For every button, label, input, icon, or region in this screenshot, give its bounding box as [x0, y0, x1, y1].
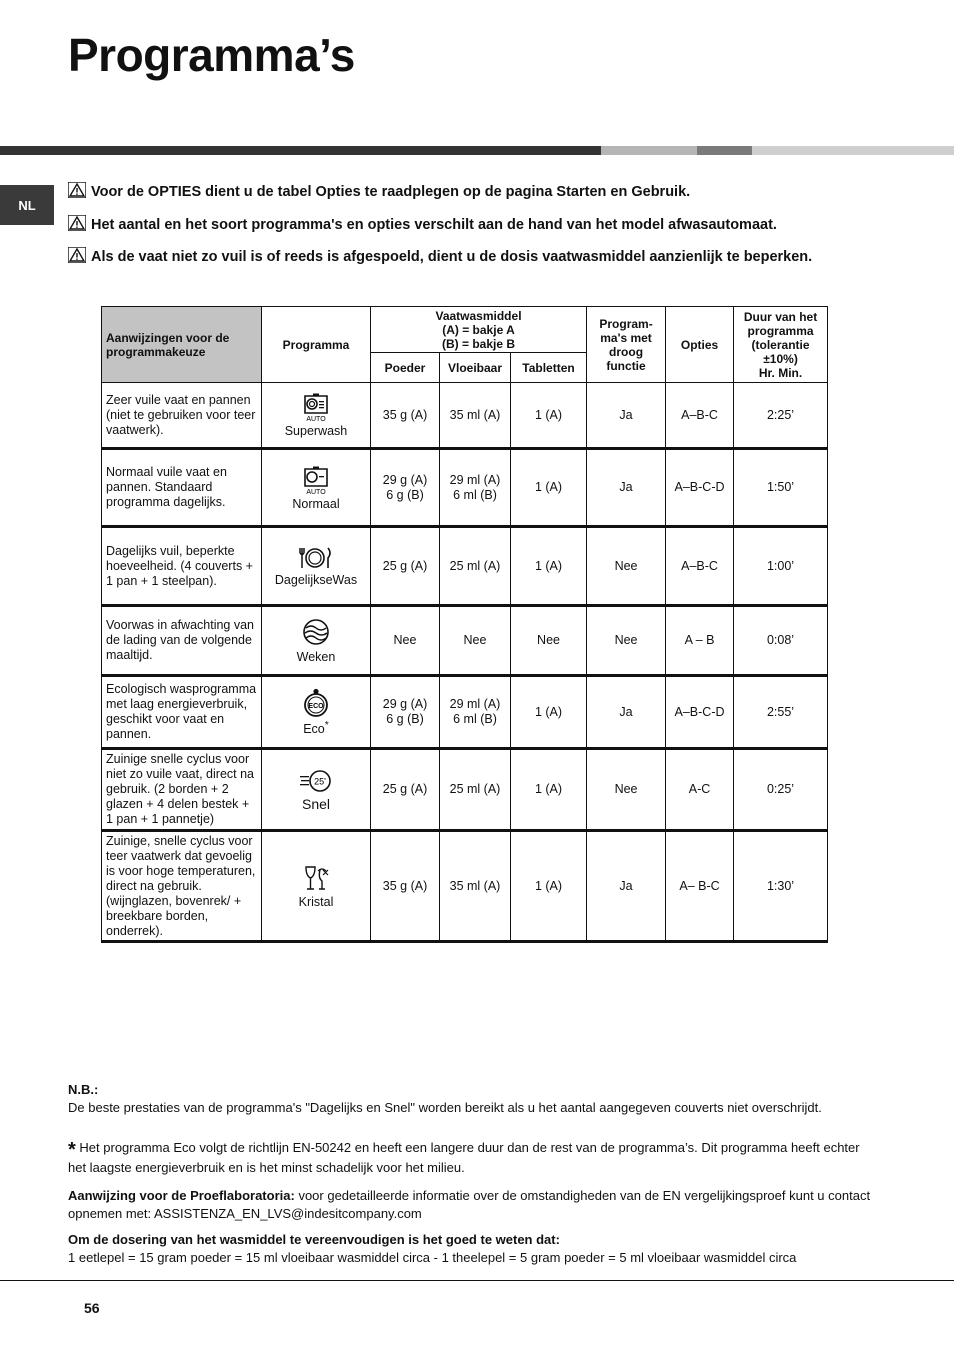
header-program: Programma	[262, 307, 371, 383]
crystal-icon	[301, 863, 331, 893]
header-duration-line: ±10%)	[763, 351, 798, 366]
warning-triangle-icon	[68, 182, 86, 198]
daily-wash-icon	[296, 545, 336, 571]
powder-value: 29 g (A)	[382, 697, 428, 711]
program-name: Weken	[296, 649, 336, 664]
row-description: Zuinige snelle cyclus voor niet zo vuile vaat, direct na gebruik. (2 borden + 2 glazen + 4 delen bestek + 1 pan + 1 pannetje)	[102, 749, 262, 831]
liquid-value: 29 ml (A)	[449, 472, 501, 487]
tablets-cell: 1 (A)	[511, 676, 587, 749]
header-dry-line: Program-	[599, 316, 653, 331]
normaal-icon	[299, 465, 333, 495]
powder-cell	[371, 449, 440, 527]
program-name: Snel	[301, 795, 331, 812]
liquid-value: 6 ml (B)	[453, 487, 497, 502]
table-row	[102, 606, 828, 676]
lab-note-text: voor gedetailleerde informatie over de omstandigheden van de EN vergelijkingsproef kunt u contact opnemen met: ASSISTENZA_EN_LVS@indesitcompany.com	[68, 1188, 871, 1221]
header-dry-line: droog	[609, 344, 644, 359]
powder-value: 29 g (A)	[382, 472, 428, 487]
dry-cell: Ja	[587, 676, 666, 749]
header-detergent-title: Vaatwasmiddel	[435, 308, 522, 323]
footer-divider	[0, 1280, 954, 1281]
warning-3	[68, 247, 858, 267]
page-number: 56	[84, 1300, 100, 1316]
liquid-value: 35 ml (A)	[449, 878, 501, 893]
header-band-dark	[0, 146, 601, 155]
header-duration-line: (tolerantie	[751, 337, 810, 352]
dry-cell: Nee	[587, 527, 666, 606]
options-cell: A – B	[666, 606, 734, 676]
program-cell	[262, 606, 371, 676]
powder-value: Nee	[393, 633, 417, 647]
row-description: Zuinige, snelle cyclus voor teer vaatwerk dat gevoelig is voor hoge temperaturen, direct na gebruik. (wijnglazen, bovenrek/ + breekbare borden, onderrek).	[102, 831, 262, 942]
row-description: Zeer vuile vaat en pannen (niet te gebruiken voor teer vaatwerk).	[102, 383, 262, 449]
warning-2	[68, 215, 858, 235]
auto-label: AUTO	[306, 416, 326, 422]
lab-note	[68, 1187, 878, 1223]
liquid-value: Nee	[463, 633, 487, 647]
program-cell	[262, 676, 371, 749]
tablets-cell: 1 (A)	[511, 449, 587, 527]
options-cell: A– B-C	[666, 831, 734, 942]
header-options: Opties	[666, 307, 734, 383]
eco-note-text: Het programma Eco volgt de richtlijn EN-50242 en heeft een langere duur dan de rest van de programma’s. Dit programma heeft echter het laagste energieverbruik en is het minst schadelijk voor het milieu.	[68, 1140, 860, 1175]
table-row	[102, 449, 828, 527]
liquid-cell	[440, 449, 511, 527]
warning-triangle-icon	[68, 215, 86, 231]
program-cell	[262, 831, 371, 942]
header-powder: Poeder	[371, 353, 440, 383]
header-duration-line: programma	[747, 323, 814, 338]
program-name-text: Eco	[303, 722, 325, 737]
lab-note-label: Aanwijzing voor de Proeflaboratoria:	[68, 1188, 295, 1203]
table-row	[102, 676, 828, 749]
dry-cell: Nee	[587, 606, 666, 676]
liquid-cell	[440, 527, 511, 606]
options-cell: A–B-C-D	[666, 676, 734, 749]
duration-cell: 1:30’	[734, 831, 828, 942]
warning-triangle-icon	[68, 247, 86, 263]
superwash-icon	[299, 392, 333, 422]
liquid-cell	[440, 383, 511, 449]
row-description: Dagelijks vuil, beperkte hoeveelheid. (4 couverts + 1 pan + 1 steelpan).	[102, 527, 262, 606]
tablets-cell: 1 (A)	[511, 831, 587, 942]
eco-asterisk: *	[324, 719, 329, 731]
duration-cell: 1:50’	[734, 449, 828, 527]
liquid-value: 6 ml (B)	[453, 712, 497, 726]
powder-value: 35 g (A)	[382, 407, 428, 422]
eco-note	[68, 1139, 878, 1177]
dosage-text: 1 eetlepel = 15 gram poeder = 15 ml vloeibaar wasmiddel circa - 1 theelepel = 5 gram poeder = 5 ml vloeibaar wasmiddel circa	[68, 1250, 797, 1265]
language-tab: NL	[0, 185, 54, 225]
program-name: DagelijkseWas	[274, 573, 358, 587]
program-cell	[262, 383, 371, 449]
nb-note	[68, 1081, 878, 1117]
liquid-cell	[440, 831, 511, 942]
program-name	[266, 720, 366, 736]
powder-cell	[371, 383, 440, 449]
tablets-cell: 1 (A)	[511, 383, 587, 449]
program-name: Normaal	[292, 496, 340, 511]
header-detergent-a: (A) = bakje A	[442, 322, 515, 337]
eco-label: ECO	[308, 702, 324, 710]
dry-cell: Nee	[587, 749, 666, 831]
tablets-cell: 1 (A)	[511, 749, 587, 831]
header-duration-line: Hr. Min.	[758, 365, 803, 380]
liquid-value: 25 ml (A)	[449, 782, 501, 796]
program-name: Kristal	[298, 895, 334, 909]
powder-cell	[371, 527, 440, 606]
dosage-label: Om de dosering van het wasmiddel te vereenvoudigen is het goed te weten dat:	[68, 1232, 560, 1247]
tablets-cell: 1 (A)	[511, 527, 587, 606]
duration-cell: 2:55’	[734, 676, 828, 749]
table-row	[102, 831, 828, 942]
options-cell: A–B-C	[666, 383, 734, 449]
header-dry-line: functie	[606, 358, 646, 373]
header-dry-line: ma's met	[600, 330, 652, 345]
header-tablets: Tabletten	[511, 353, 587, 383]
duration-cell: 0:25’	[734, 749, 828, 831]
warning-1	[68, 182, 858, 202]
header-dry-function	[587, 307, 666, 383]
dry-cell: Ja	[587, 449, 666, 527]
header-duration	[734, 307, 828, 383]
header-band-mid	[697, 146, 752, 155]
header-liquid: Vloeibaar	[440, 353, 511, 383]
warning-text: Als de vaat niet zo vuil is of reeds is afgespoeld, dient u de dosis vaatwasmiddel aanzienlijk te beperken.	[91, 249, 813, 265]
quick-25-icon	[298, 768, 334, 794]
duration-cell: 1:00’	[734, 527, 828, 606]
row-description: Voorwas in afwachting van de lading van de volgende maaltijd.	[102, 606, 262, 676]
header-duration-line: Duur van het	[743, 309, 818, 324]
powder-cell	[371, 606, 440, 676]
eco-note-asterisk: *	[68, 1139, 76, 1161]
options-cell: A-C	[666, 749, 734, 831]
powder-value: 6 g (B)	[386, 712, 424, 726]
quick-icon-label: 25'	[314, 776, 326, 786]
program-cell	[262, 527, 371, 606]
program-name: Superwash	[284, 424, 348, 438]
header-detergent-b: (B) = bakje B	[442, 336, 516, 351]
header-detergent	[371, 307, 587, 353]
warning-text: Voor de OPTIES dient u de tabel Opties te raadplegen op de pagina Starten en Gebruik.	[91, 184, 691, 200]
row-description: Ecologisch wasprogramma met laag energieverbruik, geschikt voor vaat en pannen.	[102, 676, 262, 749]
header-band-light	[601, 146, 697, 155]
page-title: Programma’s	[68, 29, 355, 81]
table-row	[102, 749, 828, 831]
table-row	[102, 527, 828, 606]
header-band-pale	[752, 146, 954, 155]
liquid-cell	[440, 606, 511, 676]
row-description: Normaal vuile vaat en pannen. Standaard programma dagelijks.	[102, 449, 262, 527]
nb-label: N.B.:	[68, 1082, 99, 1097]
options-cell: A–B-C	[666, 527, 734, 606]
duration-cell: 0:08’	[734, 606, 828, 676]
table-row	[102, 383, 828, 449]
auto-label: AUTO	[306, 488, 326, 495]
powder-cell	[371, 749, 440, 831]
soak-icon	[300, 618, 332, 648]
powder-value: 6 g (B)	[386, 487, 424, 502]
nb-text: De beste prestaties van de programma's "Dagelijks en Snel" worden bereikt als u het aantal aangegeven couverts niet overschrijdt.	[68, 1100, 822, 1115]
duration-cell: 2:25’	[734, 383, 828, 449]
program-cell	[262, 749, 371, 831]
tablets-cell: Nee	[511, 606, 587, 676]
dosage-note	[68, 1231, 878, 1267]
liquid-cell	[440, 676, 511, 749]
powder-value: 35 g (A)	[382, 878, 428, 893]
program-table	[101, 306, 828, 943]
powder-value: 25 g (A)	[382, 558, 428, 573]
powder-value: 25 g (A)	[382, 782, 428, 796]
dry-cell: Ja	[587, 831, 666, 942]
powder-cell	[371, 831, 440, 942]
program-cell	[262, 449, 371, 527]
liquid-value: 29 ml (A)	[449, 697, 501, 711]
liquid-value: 35 ml (A)	[449, 407, 501, 422]
powder-cell	[371, 676, 440, 749]
header-instructions: Aanwijzingen voor de programmakeuze	[102, 307, 262, 383]
eco-icon	[301, 688, 331, 718]
liquid-cell	[440, 749, 511, 831]
dry-cell: Ja	[587, 383, 666, 449]
warning-text: Het aantal en het soort programma's en opties verschilt aan de hand van het model afwasautomaat.	[91, 217, 777, 233]
liquid-value: 25 ml (A)	[449, 558, 501, 573]
options-cell: A–B-C-D	[666, 449, 734, 527]
